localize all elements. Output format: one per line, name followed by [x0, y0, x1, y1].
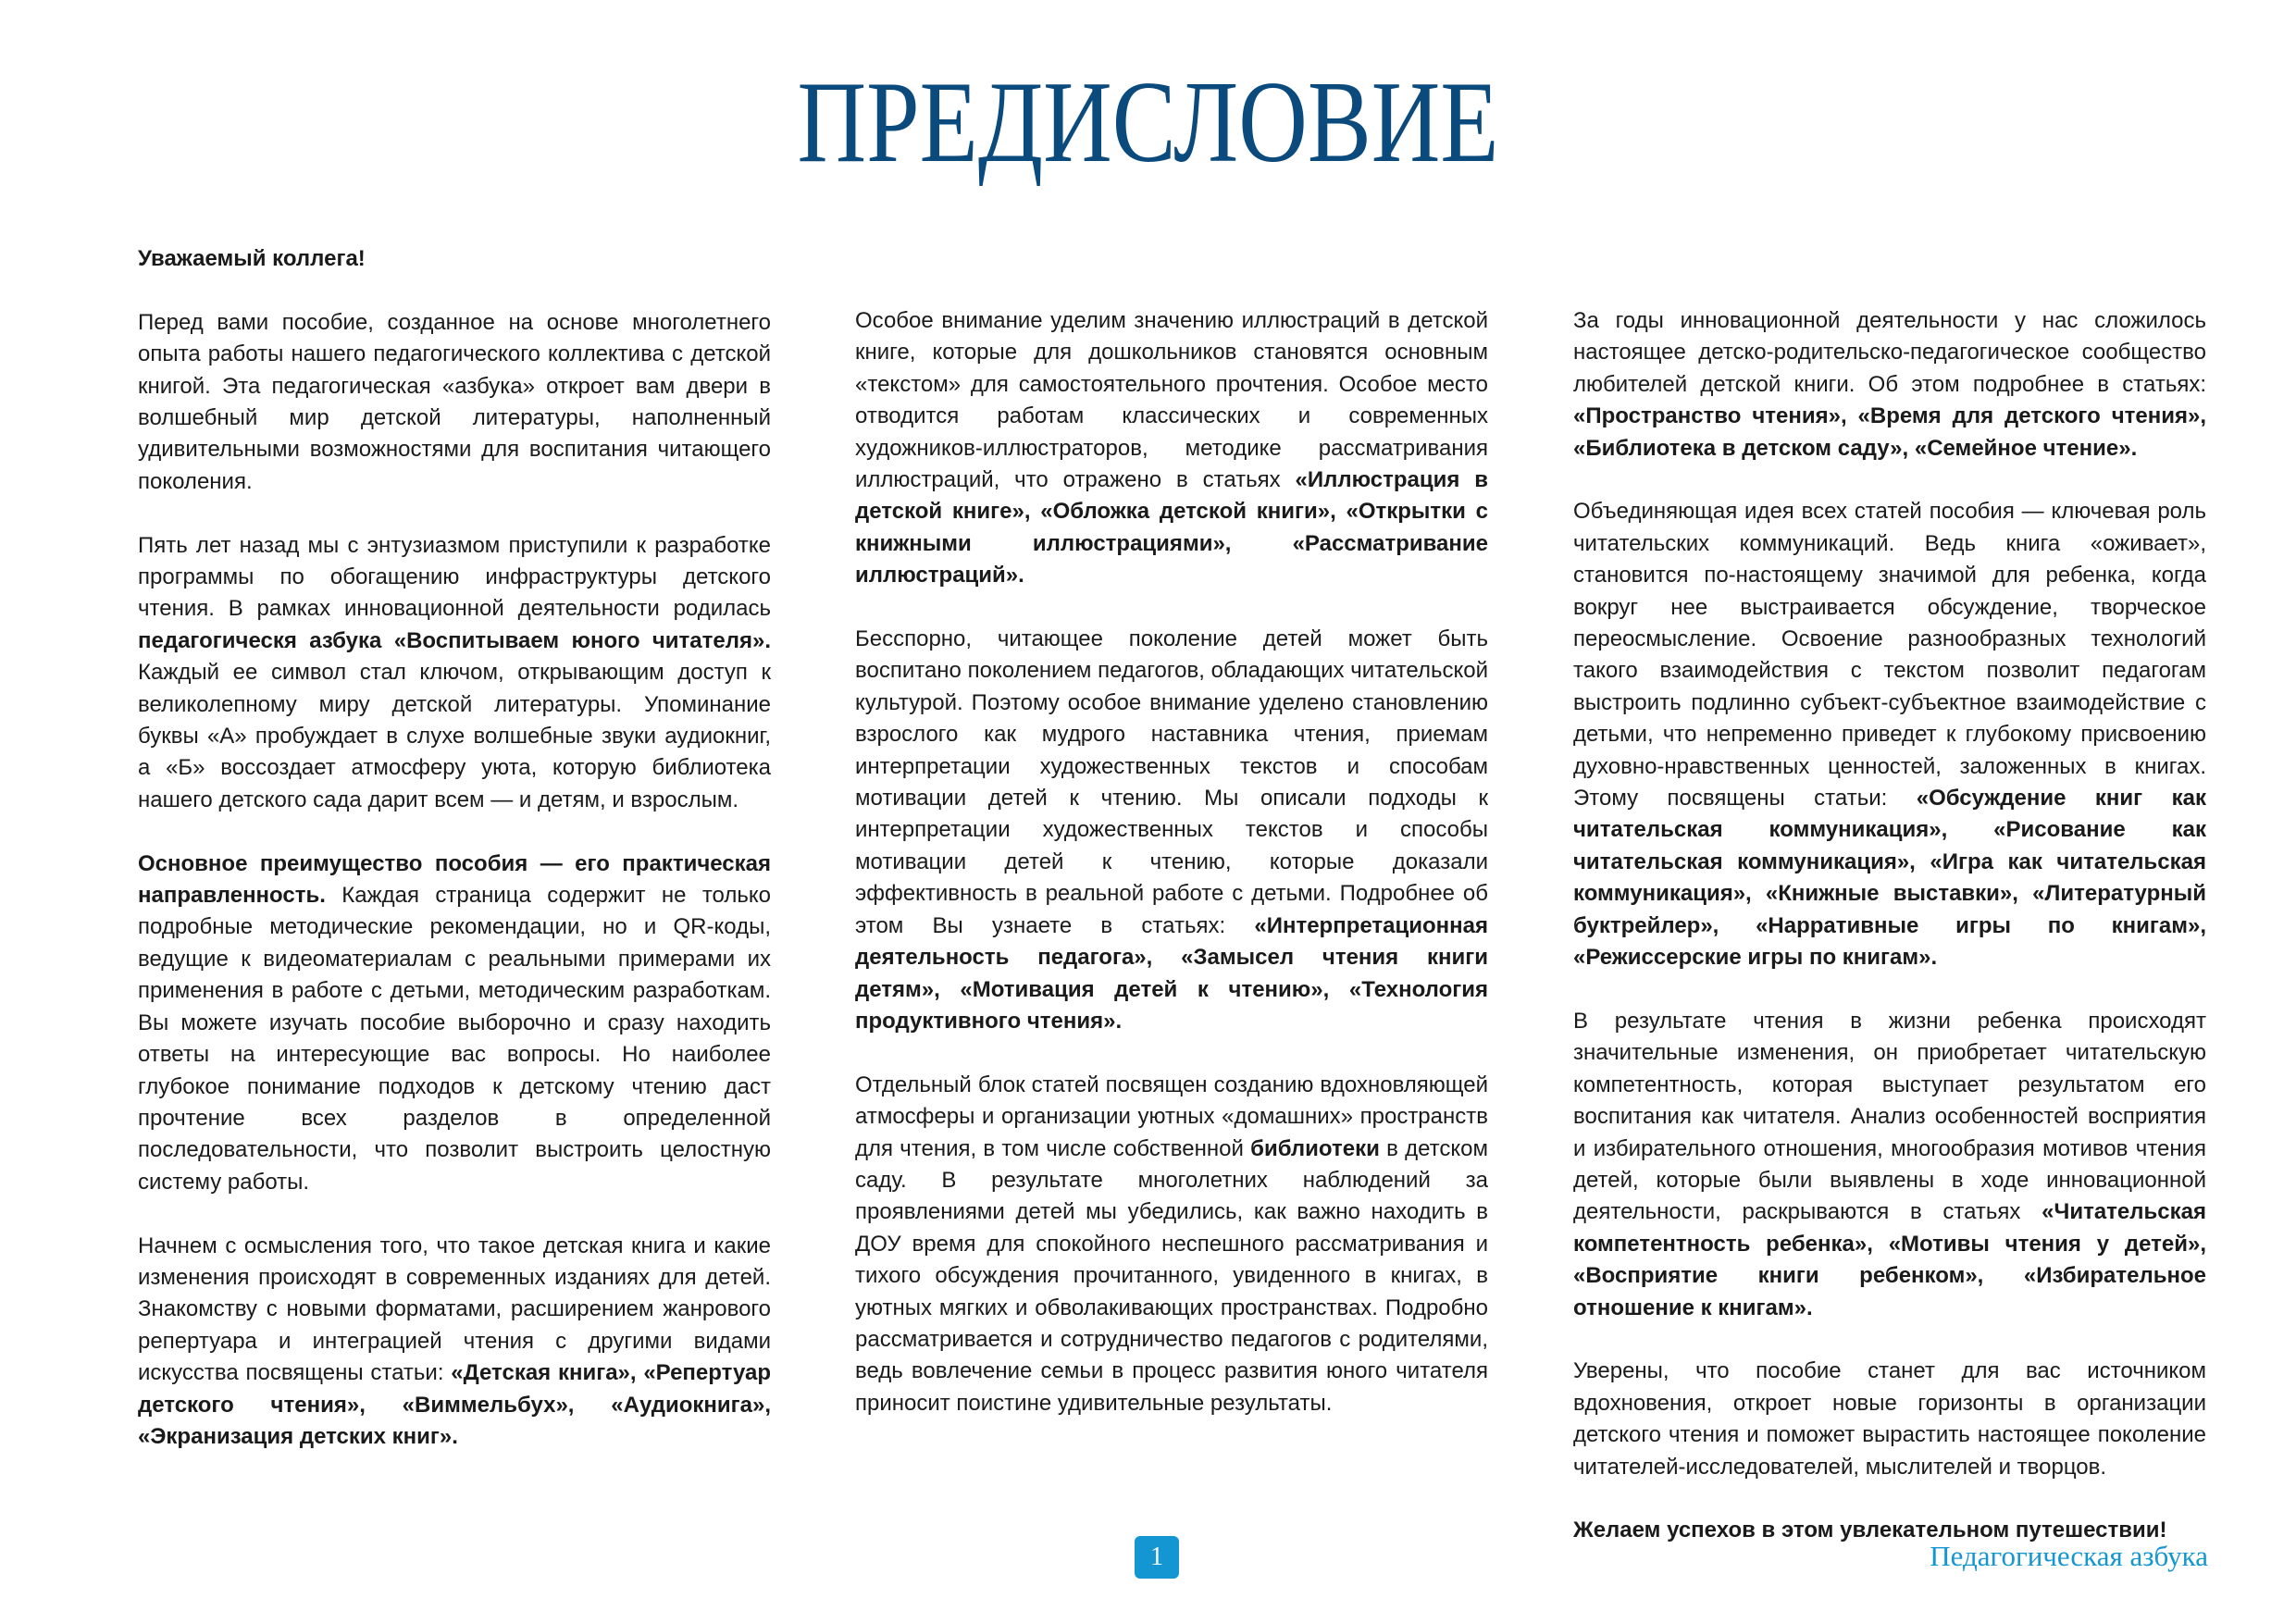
paragraph-text: Начнем с осмысления того, что такое детская книга и какие изменения происходят в современных изданиях для детей. Знакомству с новыми форматами, расширением жанрового репертуара и интеграцией чтения с другими видами искусства посвящены статьи:: [138, 1233, 771, 1386]
paragraph: [138, 849, 771, 1198]
paragraph-text: Бесспорно, читающее поколение детей может быть воспитано поколением педагогов, обладающих читательской культурой. Поэтому особое внимание уделено становлению взрослого как мудрого наставника чтения, приемам интерпретации художественных текстов и способам мотивации детей к чтению. Мы описали подходы к интерпретации художественных текстов и способы мотивации детей к чтению, которые доказали эффективность в реальной работе с детьми. Подробнее об этом Вы узнаете в статьях:: [855, 626, 1488, 938]
text-column-middle: [855, 305, 1488, 1452]
greeting-text: Уважаемый коллега!: [138, 246, 366, 271]
article-list: «Обсуждение книг как читательская коммуникация», «Рисование как читательская коммуникация», «Игра как читательская коммуникация», «Книжные выставки», «Литературный буктрейлер», «Нарративные игры по книгам», «Режиссерские игры по книгам».: [1573, 786, 2207, 971]
greeting: [138, 243, 771, 275]
paragraph-text: Особое внимание уделим значению иллюстраций в детской книге, которые для дошкольников становятся основным «текстом» для самостоятельного прочтения. Особое место отводится работам классических и современных художников-иллюстраторов, методике рассматривания иллюстраций, что отражено в статьях: [855, 308, 1488, 493]
paragraph-bold: педагогическя азбука «Воспитываем юного читателя».: [138, 627, 771, 653]
paragraph: [138, 530, 771, 817]
paragraph-text: Отдельный блок статей посвящен созданию вдохновляющей атмосферы и организации уютных «домашних» пространств для чтения, в том числе собственной: [855, 1072, 1488, 1161]
paragraph-text: Каждая страница содержит не только подробные методические рекомендации, но и QR-коды, ведущие к видеоматериалам с реальными примерами их применения в работе с детьми, методическим разработкам. Вы можете изучать пособие выборочно и сразу находить ответы на интересующие вас вопросы. Но наиболее глубокое понимание подходов к детскому чтению даст прочтение всех разделов в определенной последовательности, что позволит выстроить целостную систему работы.: [138, 883, 771, 1195]
paragraph: [1573, 1356, 2206, 1483]
paragraph: [138, 1231, 771, 1454]
paragraph: [855, 1070, 1488, 1419]
paragraph: [855, 305, 1488, 592]
article-list: «Детская книга», «Репертуар детского чтения», «Виммельбух», «Аудиокнига», «Экранизация детских книг».: [138, 1360, 771, 1449]
paragraph: [1573, 305, 2206, 465]
publication-title: Педагогическая азбука: [1930, 1540, 2208, 1572]
paragraph-bold: Основное преимущество пособия — его практическая направленность.: [138, 850, 771, 909]
text-column-left: [138, 243, 771, 1485]
paragraph: [1573, 496, 2206, 973]
paragraph: [138, 307, 771, 498]
paragraph-text: Уверены, что пособие станет для вас источником вдохновения, откроет новые горизонты в организации детского чтения и поможет вырастить настоящее поколение читателей-исследователей, мыслителей и творцов.: [1573, 1358, 2206, 1480]
paragraph-text: В результате чтения в жизни ребенка происходят значительные изменения, он приобретает читательскую компетентность, которая выступает результатом его воспитания как читателя. Анализ особенностей восприятия и избирательного отношения, многообразия мотивов чтения детей, которые были выявлены в ходе инновационной деятельности, раскрываются в статьях: [1573, 1008, 2206, 1225]
paragraph: [855, 624, 1488, 1037]
page-title: ПРЕДИСЛОВИЕ: [797, 58, 1499, 187]
paragraph-text: в детском саду. В результате многолетних наблюдений за проявлениями детей мы убедились, как важно находить в ДОУ время для спокойного неспешного рассматривания и тихого обсуждения прочитанного, увиденного в книгах, в уютных мягких и обволакивающих пространствах. Подробно рассматривается и сотрудничество педагогов с родителями, ведь вовлечение семьи в процесс развития юного читателя приносит поистине удивительные результаты.: [855, 1135, 1488, 1416]
paragraph-text: Каждый ее символ стал ключом, открывающим доступ к великолепному миру детской литературы. Упоминание буквы «А» пробуждает в слухе волшебные звуки аудиокниг, а «Б» воссоздает атмосферу уюта, которую библиотека нашего детского сада дарит всем — и детям, и взрослым.: [138, 660, 771, 812]
article-list: «Иллюстрация в детской книге», «Обложка детской книги», «Открытки с книжными иллюстрациями», «Рассматривание иллюстраций».: [855, 467, 1489, 588]
paragraph-bold: библиотеки: [1250, 1135, 1380, 1161]
article-list: «Интерпретационная деятельность педагога», «Замысел чтения книги детям», «Мотивация детей к чтению», «Технология продуктивного чтения».: [855, 912, 1488, 1034]
paragraph: [1573, 1006, 2206, 1324]
article-list: «Читательская компетентность ребенка», «Мотивы чтения у детей», «Восприятие книги ребенком», «Избирательное отношение к книгам».: [1573, 1199, 2206, 1320]
paragraph-text: Объединяющая идея всех статей пособия — ключевая роль читательских коммуникаций. Ведь книга «оживает», становится по-настоящему значимой для ребенка, когда вокруг нее выстраивается обсуждение, творческое переосмысление. Освоение разнообразных технологий такого взаимодействия с текстом позволит педагогам выстроить подлинно субъект-субъектное взаимодействие с детьми, что непременно приведет к глубокому присвоению духовно-нравственных ценностей, заложенных в книгах. Этому посвящены статьи:: [1573, 499, 2206, 812]
paragraph-text: Перед вами пособие, созданное на основе многолетнего опыта работы нашего педагогического коллектива с детской книгой. Эта педагогическая «азбука» откроет вам двери в волшебный мир детской литературы, наполненный удивительными возможностями для воспитания читающего поколения.: [138, 309, 771, 494]
paragraph-text: За годы инновационной деятельности у нас сложилось настоящее детско-родительско-педагогическое сообщество любителей детской книги. Об этом подробнее в статьях:: [1573, 308, 2206, 397]
page-number-badge: 1: [1135, 1536, 1179, 1579]
text-column-right: [1573, 305, 2206, 1579]
closing-text: Желаем успехов в этом увлекательном путешествии!: [1573, 1518, 2167, 1543]
paragraph-text: Пять лет назад мы с энтузиазмом приступили к разработке программы по обогащению инфраструктуры детского чтения. В рамках инновационной деятельности родилась: [138, 532, 771, 622]
article-list: «Пространство чтения», «Время для детского чтения», «Библиотека в детском саду», «Семейное чтение».: [1573, 403, 2206, 461]
